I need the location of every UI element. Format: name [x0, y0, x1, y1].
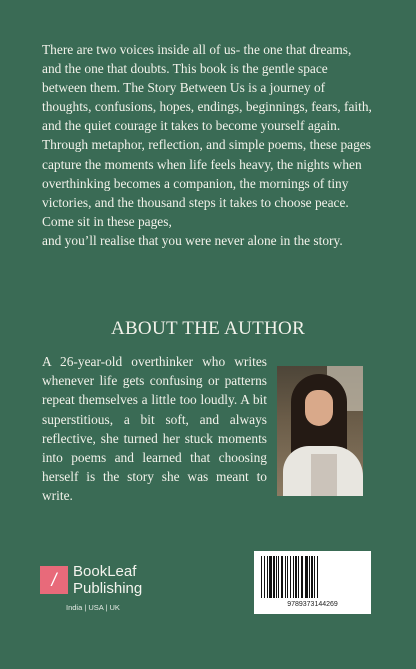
- barcode-bar: [267, 556, 268, 598]
- barcode-bar: [298, 556, 299, 598]
- blurb-paragraph-2: Through metaphor, reflection, and simple poems, these pages capture the moments when life feels heavy, the nights when overthinking becomes a companion, the mornings of tiny victories, and the thousand steps it takes to choose peace.: [42, 137, 371, 210]
- photo-shirt-shade: [311, 454, 337, 496]
- barcode-bar: [309, 556, 310, 598]
- barcode-bar: [287, 556, 288, 598]
- barcode-bar: [295, 556, 297, 598]
- barcode-bar: [273, 556, 275, 598]
- barcode-bar: [281, 556, 283, 598]
- publisher-logo-mark: /: [40, 566, 68, 594]
- publisher-name-line-1: BookLeaf: [73, 563, 137, 580]
- about-author-heading: ABOUT THE AUTHOR: [110, 318, 306, 339]
- author-photo: [277, 366, 363, 496]
- publisher-name: [73, 563, 193, 597]
- barcode-bar: [293, 556, 294, 598]
- barcode-bar: [261, 556, 262, 598]
- photo-face: [305, 390, 333, 426]
- barcode-bar: [317, 556, 318, 598]
- barcode-bar: [285, 556, 286, 598]
- barcode-bar: [311, 556, 313, 598]
- blurb-line-3: Come sit in these pages,: [42, 213, 172, 229]
- blurb-line-4: and you’ll realise that you were never alone in the story.: [42, 232, 343, 248]
- barcode-bar: [264, 556, 265, 598]
- isbn-barcode: [254, 551, 371, 614]
- blurb-paragraph-1: There are two voices inside all of us- the one that dreams, and the one that doubts. This book is the gentle space between them. The Story Between Us is a journey of thoughts, confusions, hopes, endings, beginnings, fears, faith, and the quiet courage it takes to become yourself again.: [42, 42, 372, 134]
- barcode-bar: [276, 556, 277, 598]
- barcode-bars: [260, 556, 365, 598]
- isbn-number: 9789373144269: [287, 601, 338, 608]
- barcode-bar: [305, 556, 308, 598]
- publisher-name-line-2: Publishing: [73, 580, 143, 597]
- barcode-bar: [301, 556, 303, 598]
- publisher-tagline: India | USA | UK: [66, 603, 120, 612]
- barcode-bar: [314, 556, 315, 598]
- barcode-bar: [290, 556, 291, 598]
- author-bio: A 26-year-old overthinker who writes whenever life gets confusing or patterns repeat themselves a little too loudly. A bit superstitious, a bit soft, and always reflective, she turned her stuck moments into poems and learned that choosing herself is the story she was meant to write.: [42, 354, 267, 504]
- back-cover-blurb: [42, 40, 372, 250]
- barcode-bar: [278, 556, 279, 598]
- barcode-bar: [269, 556, 272, 598]
